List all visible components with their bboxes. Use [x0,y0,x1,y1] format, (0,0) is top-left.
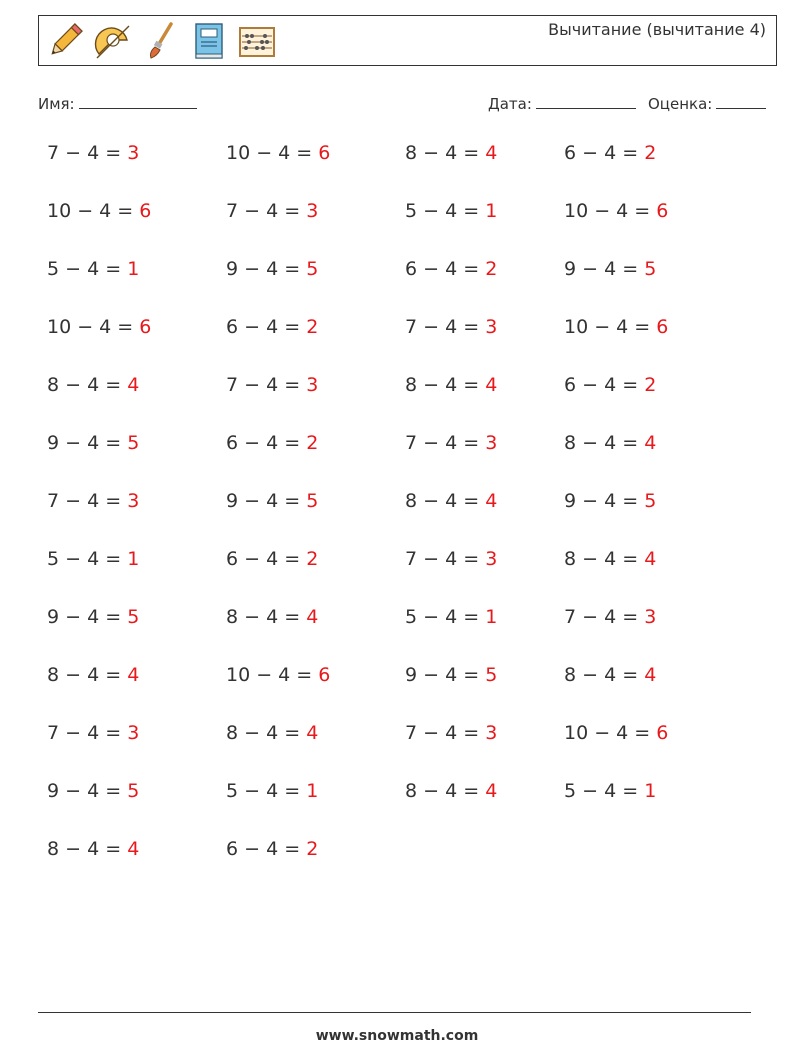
problem-answer: 3 [485,432,498,454]
problem-question: 10 − 4 = [47,200,140,222]
problem-answer: 6 [656,200,669,222]
date-field [488,94,636,113]
problem-question: 5 − 4 = [405,200,486,222]
problem-item [564,142,656,164]
problem-row [47,780,767,838]
problem-question: 6 − 4 = [226,548,307,570]
problem-answer: 1 [127,548,140,570]
problem-item [405,316,497,338]
problem-item [47,432,139,454]
problem-answer: 4 [485,374,498,396]
problem-question: 10 − 4 = [564,722,657,744]
problem-question: 9 − 4 = [564,490,645,512]
problem-answer: 5 [127,780,140,802]
problem-answer: 5 [306,258,319,280]
problem-row [47,432,767,490]
problem-question: 9 − 4 = [47,432,128,454]
problem-answer: 2 [485,258,498,280]
problem-question: 6 − 4 = [564,374,645,396]
problem-answer: 4 [306,722,319,744]
problem-question: 7 − 4 = [226,200,307,222]
abacus-icon [237,20,277,62]
problem-item [226,722,318,744]
name-blank[interactable] [79,94,197,109]
problem-item [405,374,497,396]
problem-item [564,548,656,570]
problem-question: 9 − 4 = [564,258,645,280]
problem-answer: 2 [644,142,657,164]
name-field [38,94,197,113]
problem-item [405,490,497,512]
problem-item [226,780,318,802]
problem-item [564,780,656,802]
problem-item [226,142,330,164]
problem-row [47,664,767,722]
problem-item [405,548,497,570]
problem-item [226,374,318,396]
problem-answer: 3 [485,722,498,744]
problem-answer: 5 [306,490,319,512]
problem-item [47,664,139,686]
problem-answer: 3 [127,722,140,744]
problem-question: 7 − 4 = [405,548,486,570]
problem-answer: 3 [306,374,319,396]
problem-answer: 3 [127,490,140,512]
pencil-icon [45,20,85,62]
problem-row [47,142,767,200]
problem-question: 8 − 4 = [405,142,486,164]
problem-answer: 6 [656,316,669,338]
problem-item [405,606,497,628]
problem-question: 5 − 4 = [405,606,486,628]
problem-answer: 4 [127,838,140,860]
problem-question: 7 − 4 = [405,722,486,744]
problem-question: 7 − 4 = [47,722,128,744]
problem-question: 8 − 4 = [405,780,486,802]
date-label: Дата: [488,95,532,113]
problem-answer: 5 [127,432,140,454]
problem-item [564,664,656,686]
problem-answer: 1 [306,780,319,802]
problem-item [47,316,151,338]
problem-question: 10 − 4 = [226,664,319,686]
worksheet-header [38,15,777,66]
problem-question: 9 − 4 = [47,606,128,628]
problem-answer: 3 [485,548,498,570]
problem-item [405,432,497,454]
problem-question: 7 − 4 = [226,374,307,396]
problem-item [564,490,656,512]
problem-question: 8 − 4 = [564,432,645,454]
problem-answer: 3 [306,200,319,222]
problem-question: 10 − 4 = [47,316,140,338]
problem-grid [47,142,767,896]
problem-item [405,200,497,222]
problem-answer: 5 [644,258,657,280]
problem-question: 5 − 4 = [47,258,128,280]
problem-question: 6 − 4 = [226,316,307,338]
problem-question: 8 − 4 = [564,664,645,686]
grade-label: Оценка: [648,95,713,113]
problem-row [47,606,767,664]
problem-item [47,142,139,164]
problem-answer: 5 [485,664,498,686]
problem-row [47,838,767,896]
problem-item [405,722,497,744]
problem-answer: 2 [306,548,319,570]
problem-answer: 1 [644,780,657,802]
problem-answer: 3 [485,316,498,338]
problem-answer: 4 [485,142,498,164]
problem-item [564,722,668,744]
problem-question: 8 − 4 = [564,548,645,570]
problem-answer: 3 [127,142,140,164]
problem-question: 5 − 4 = [226,780,307,802]
problem-question: 7 − 4 = [47,490,128,512]
book-icon [189,20,229,62]
problem-answer: 2 [306,838,319,860]
problem-question: 9 − 4 = [405,664,486,686]
problem-item [47,780,139,802]
problem-item [405,664,497,686]
problem-item [226,606,318,628]
problem-question: 5 − 4 = [47,548,128,570]
problem-question: 8 − 4 = [405,490,486,512]
problem-answer: 4 [127,374,140,396]
problem-item [47,490,139,512]
problem-item [226,432,318,454]
date-blank[interactable] [536,94,636,109]
problem-item [564,432,656,454]
problem-question: 10 − 4 = [226,142,319,164]
problem-item [47,722,139,744]
problem-question: 9 − 4 = [47,780,128,802]
problem-question: 8 − 4 = [405,374,486,396]
problem-row [47,548,767,606]
problem-item [47,200,151,222]
problem-item [405,142,497,164]
problem-question: 10 − 4 = [564,200,657,222]
problem-item [226,200,318,222]
problem-answer: 2 [306,316,319,338]
problem-question: 8 − 4 = [226,606,307,628]
grade-blank[interactable] [716,94,766,109]
problem-question: 8 − 4 = [47,374,128,396]
problem-answer: 4 [644,432,657,454]
problem-item [226,664,330,686]
problem-question: 6 − 4 = [226,838,307,860]
problem-item [47,374,139,396]
header-icons [45,20,277,62]
problem-answer: 4 [644,548,657,570]
problem-item [405,258,497,280]
protractor-icon [93,20,133,62]
problem-item [564,374,656,396]
problem-question: 5 − 4 = [564,780,645,802]
problem-item [226,316,318,338]
problem-answer: 5 [644,490,657,512]
problem-answer: 2 [306,432,319,454]
name-label: Имя: [38,95,75,113]
problem-item [226,548,318,570]
problem-item [226,838,318,860]
problem-row [47,374,767,432]
problem-question: 7 − 4 = [405,316,486,338]
problem-answer: 5 [127,606,140,628]
problem-item [226,258,318,280]
problem-answer: 1 [485,606,498,628]
problem-row [47,200,767,258]
problem-item [564,200,668,222]
problem-question: 8 − 4 = [47,664,128,686]
problem-item [226,490,318,512]
problem-question: 8 − 4 = [47,838,128,860]
problem-item [405,780,497,802]
problem-answer: 1 [485,200,498,222]
problem-row [47,722,767,780]
problem-question: 9 − 4 = [226,258,307,280]
problem-question: 9 − 4 = [226,490,307,512]
problem-question: 7 − 4 = [405,432,486,454]
problem-item [564,258,656,280]
problem-answer: 4 [644,664,657,686]
problem-question: 7 − 4 = [47,142,128,164]
problem-item [564,606,656,628]
problem-answer: 6 [318,142,331,164]
problem-answer: 4 [127,664,140,686]
footer-site: www.snowmath.com [315,1028,479,1044]
grade-field [648,94,766,113]
problem-item [47,606,139,628]
problem-answer: 4 [485,780,498,802]
footer-divider [38,1012,751,1013]
problem-answer: 4 [485,490,498,512]
problem-question: 10 − 4 = [564,316,657,338]
problem-answer: 4 [306,606,319,628]
problem-row [47,258,767,316]
problem-item [564,316,668,338]
problem-row [47,316,767,374]
problem-answer: 6 [139,316,152,338]
problem-item [47,838,139,860]
problem-question: 7 − 4 = [564,606,645,628]
problem-item [47,548,139,570]
problem-answer: 2 [644,374,657,396]
problem-answer: 6 [139,200,152,222]
problem-answer: 6 [656,722,669,744]
problem-item [47,258,139,280]
worksheet-title: Вычитание (вычитание 4) [548,20,766,39]
problem-answer: 6 [318,664,331,686]
problem-question: 6 − 4 = [226,432,307,454]
problem-question: 6 − 4 = [405,258,486,280]
problem-question: 6 − 4 = [564,142,645,164]
problem-answer: 1 [127,258,140,280]
problem-question: 8 − 4 = [226,722,307,744]
paintbrush-icon [141,20,181,62]
problem-answer: 3 [644,606,657,628]
problem-row [47,490,767,548]
